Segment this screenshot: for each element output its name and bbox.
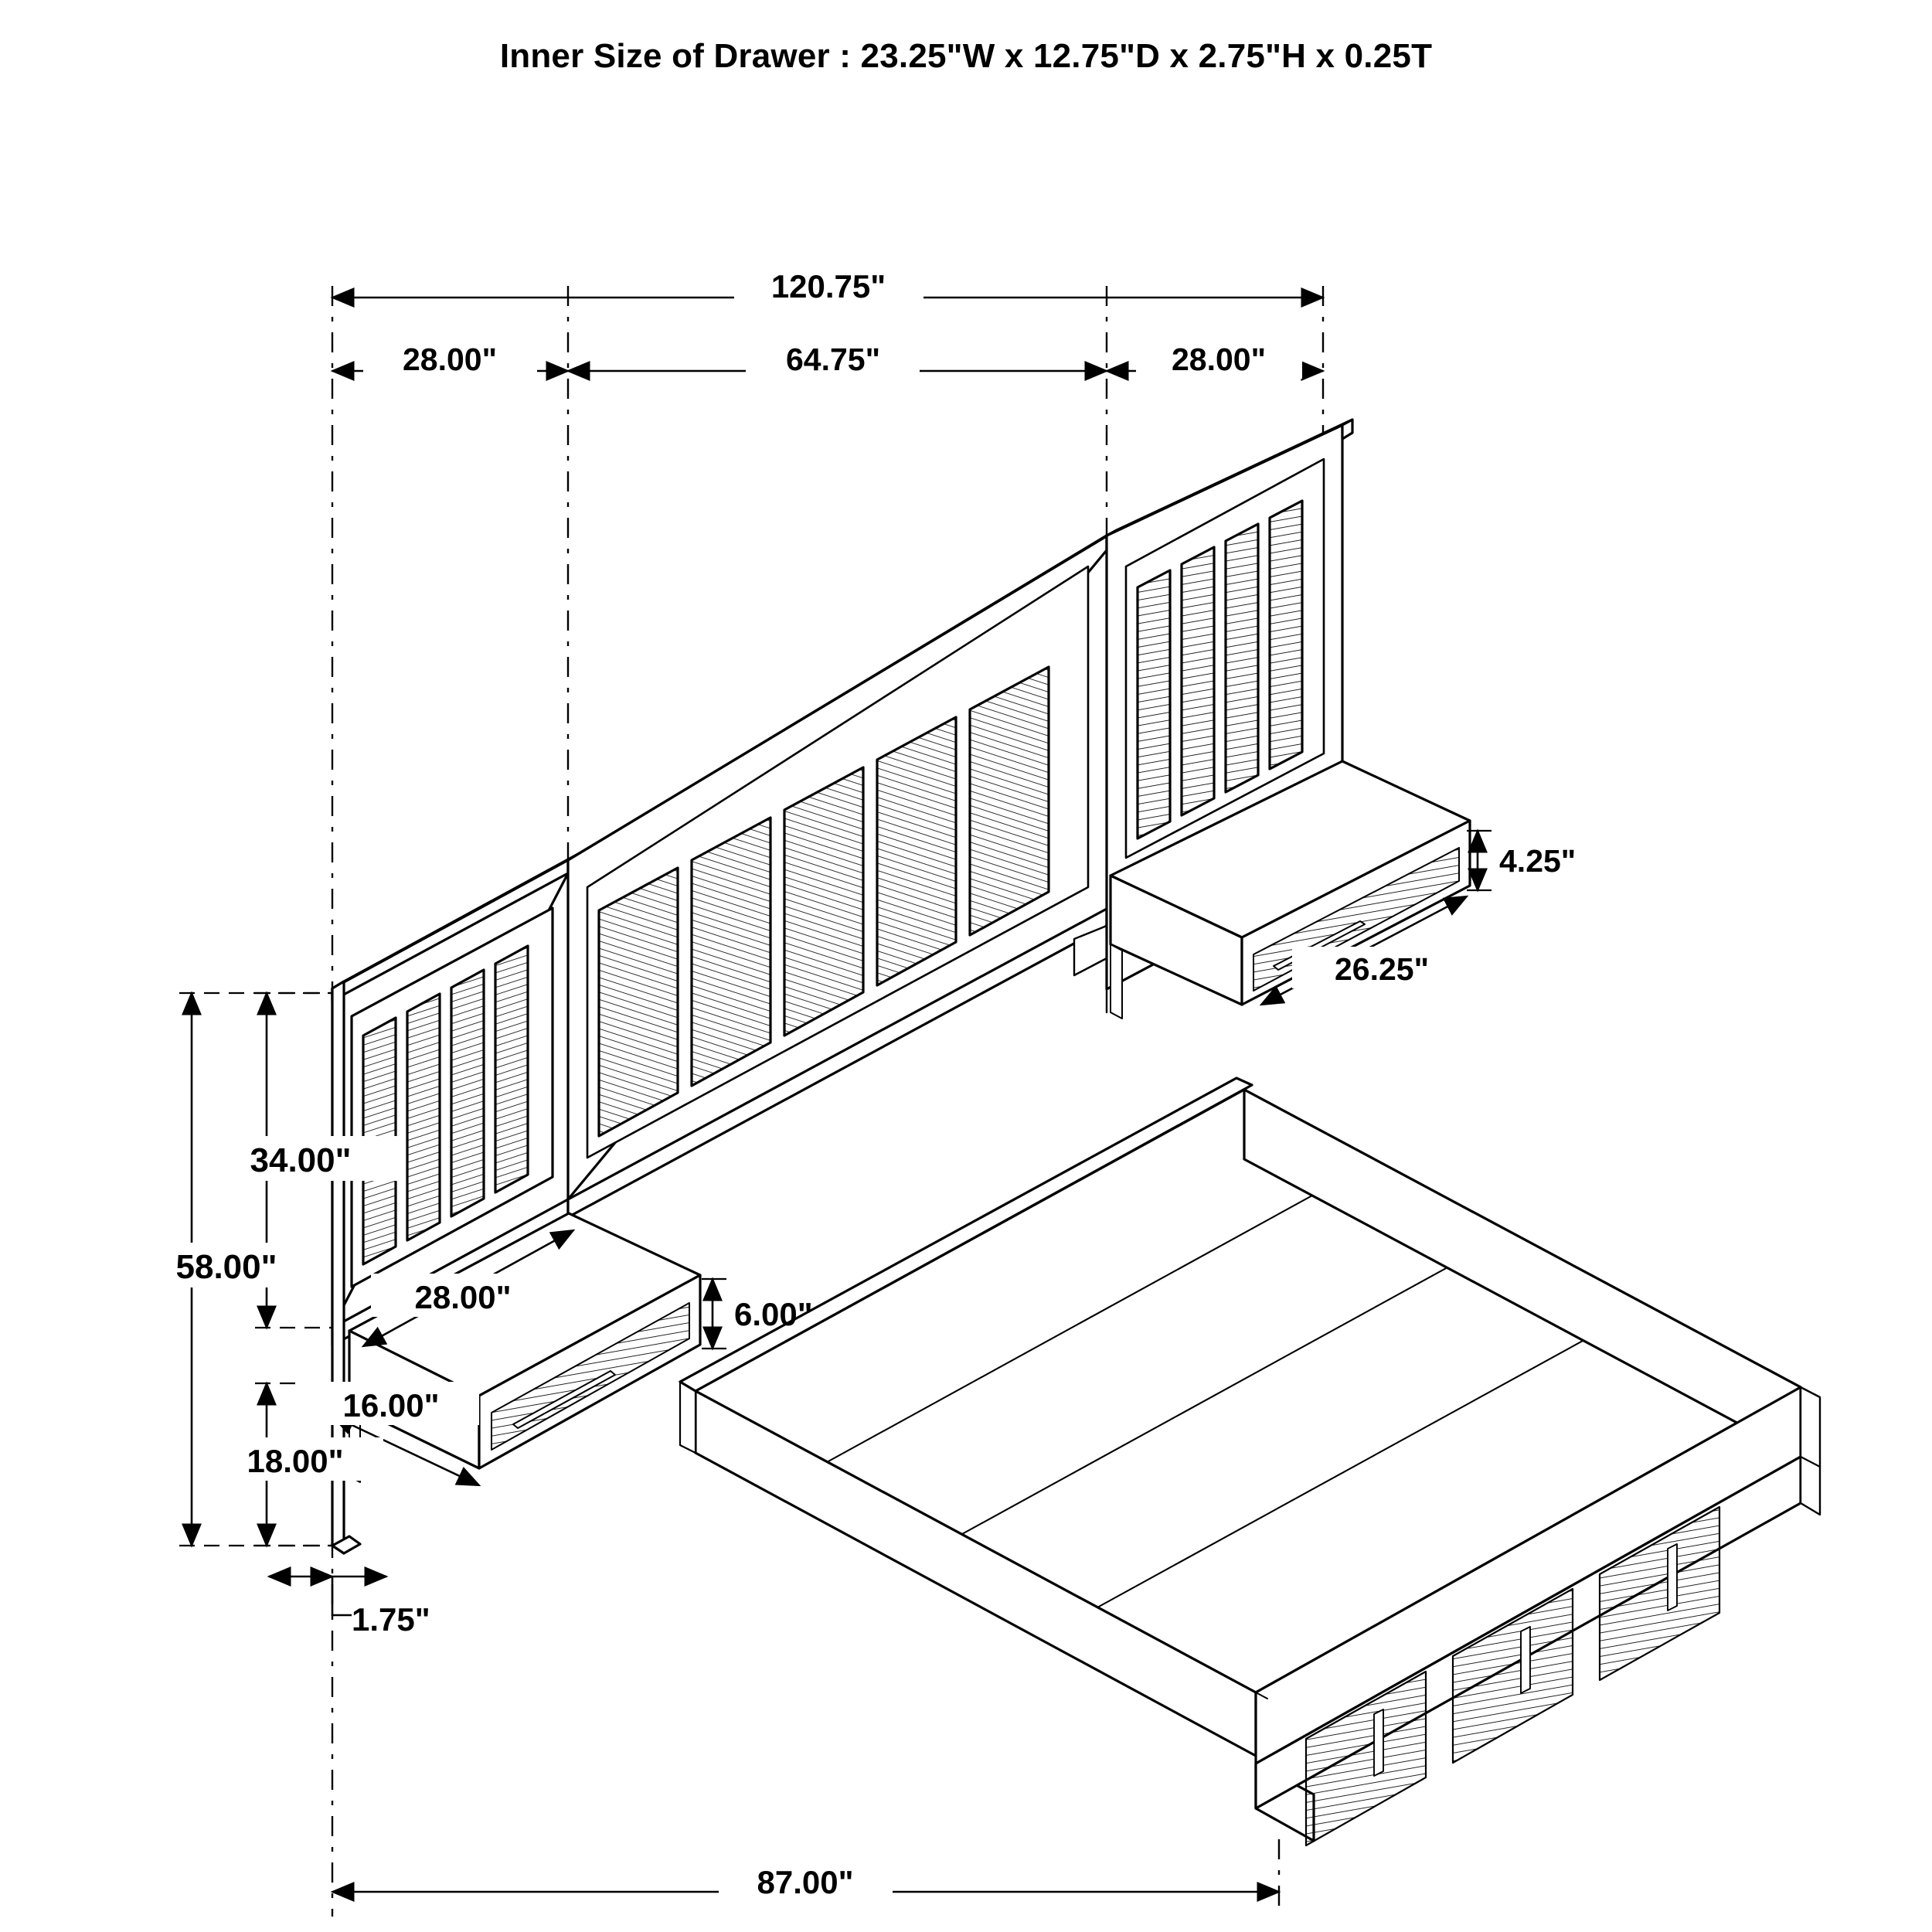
furniture-outline [332, 420, 1820, 1845]
page-title: Inner Size of Drawer : 23.25"W x 12.75"D x 2.75"H x 0.25T [499, 37, 1433, 75]
label-headboard-height: 34.00" [250, 1141, 352, 1179]
label-overall-length: 87.00" [757, 1864, 854, 1900]
label-right-stand-depth: 26.25" [1334, 951, 1430, 987]
bed-platform [680, 1078, 1820, 1845]
label-left-drawer-height: 6.00" [734, 1296, 813, 1332]
label-left-section: 28.00" [402, 342, 498, 377]
label-right-drawer-height: 4.25" [1499, 843, 1577, 879]
label-platform-height: 18.00" [247, 1443, 344, 1479]
label-left-stand-width: 28.00" [414, 1279, 512, 1315]
label-left-stand-depth: 16.00" [342, 1387, 440, 1423]
dim-left-drawer-height [702, 1279, 726, 1349]
label-overall-width: 120.75" [770, 268, 886, 304]
label-base-offset: 1.75" [352, 1601, 430, 1638]
label-center-section: 64.75" [785, 342, 881, 377]
label-right-section: 28.00" [1171, 342, 1267, 377]
label-overall-height: 58.00" [175, 1248, 277, 1286]
headboard-center-panel [568, 530, 1117, 1217]
